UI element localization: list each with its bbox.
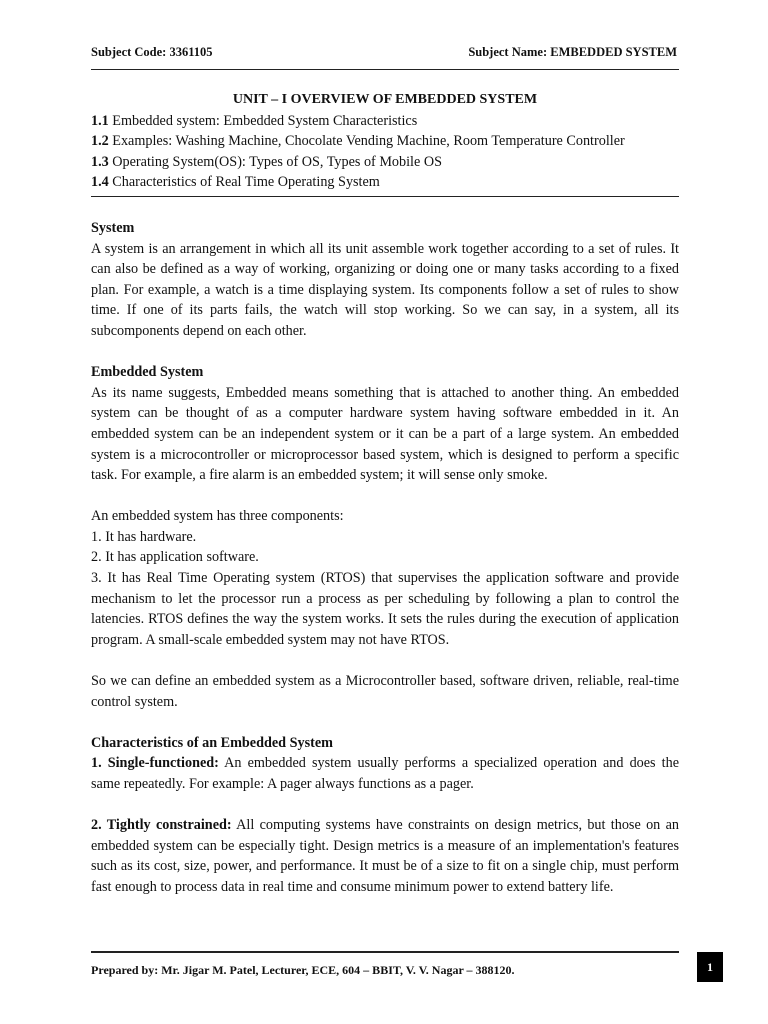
toc-text: Characteristics of Real Time Operating System <box>108 174 380 191</box>
subject-name: Subject Name: EMBEDDED SYSTEM <box>468 45 677 59</box>
characteristic-2-text: All computing systems have constraints on design metrics, but those on an embedded system can be especially tight. Design metrics is a measure of an implementation's features such as its cost, size, power, and performance. It must be of a size to fit on a single chip, must perform fast enough to process data in real time and consume minimum power to extend battery life. <box>91 817 679 895</box>
page-number: 1 <box>697 952 723 982</box>
page-header <box>91 45 677 67</box>
system-paragraph: A system is an arrangement in which all its unit assemble work together according to a set of rules. It can also be defined as a way of working, organizing or doing one or many tasks according to a fixed plan. For example, a watch is a time displaying system. Its components follow a set of rules to show time. If one of its parts fails, the watch will stop working. So we can say, in a system, all its subcomponents depend on each other. <box>91 240 679 339</box>
toc-divider <box>91 196 679 197</box>
header-divider <box>91 69 679 70</box>
toc-number: 1.2 <box>91 133 109 150</box>
characteristic-1-label: 1. Single-functioned: <box>91 755 219 772</box>
component-item-3: 3. It has Real Time Operating system (RTOS) that supervises the application software and provide mechanism to let the processor run a process as per scheduling by following a plan to control the latencies. RTOS defines the way the system works. It sets the rules during the execution of application program. A small-scale embedded system may not have RTOS. <box>91 570 679 648</box>
footer-divider <box>91 951 679 953</box>
document-body <box>91 90 679 898</box>
toc-text: Embedded system: Embedded System Characteristics <box>108 112 418 129</box>
system-heading: System <box>91 219 135 236</box>
definition-paragraph: So we can define an embedded system as a Microcontroller based, software driven, reliable, real-time control system. <box>91 673 679 710</box>
characteristic-2-label: 2. Tightly constrained: <box>91 817 232 834</box>
component-item-1: 1. It has hardware. <box>91 528 197 545</box>
toc-text: Examples: Washing Machine, Chocolate Vending Machine, Room Temperature Controller <box>108 133 625 150</box>
subject-code: Subject Code: 3361105 <box>91 45 213 59</box>
toc-number: 1.3 <box>91 153 109 170</box>
toc-number: 1.1 <box>91 112 109 129</box>
embedded-system-heading: Embedded System <box>91 364 204 381</box>
toc-item-1-1 <box>91 111 679 132</box>
toc-item-1-3 <box>91 152 679 173</box>
toc-number: 1.4 <box>91 174 109 191</box>
characteristic-1-text: An embedded system usually performs a specialized operation and does the same repeatedly. For example: A pager always functions as a pager. <box>91 755 679 792</box>
toc-item-1-4 <box>91 172 679 193</box>
characteristic-2 <box>91 815 679 897</box>
embedded-system-paragraph: As its name suggests, Embedded means something that is attached to another thing. An embedded system can be thought of as a computer hardware system having software embedded in it. An embedded system can be an independent system or it can be a part of a large system. An embedded system is a microcontroller or microprocessor based system, which is designed to perform a specific task. For example, a fire alarm is an embedded system; it will sense only smoke. <box>91 384 679 484</box>
toc-item-1-2 <box>91 131 679 152</box>
unit-title: UNIT – I OVERVIEW OF EMBEDDED SYSTEM <box>232 92 538 107</box>
characteristics-heading: Characteristics of an Embedded System <box>91 734 333 751</box>
footer-prepared-by: Prepared by: Mr. Jigar M. Patel, Lecturer, ECE, 604 – BBIT, V. V. Nagar – 388120. <box>91 963 515 977</box>
characteristic-1 <box>91 753 679 794</box>
components-intro: An embedded system has three components: <box>91 508 344 525</box>
toc-text: Operating System(OS): Types of OS, Types of Mobile OS <box>108 153 442 170</box>
component-item-2: 2. It has application software. <box>91 549 259 566</box>
